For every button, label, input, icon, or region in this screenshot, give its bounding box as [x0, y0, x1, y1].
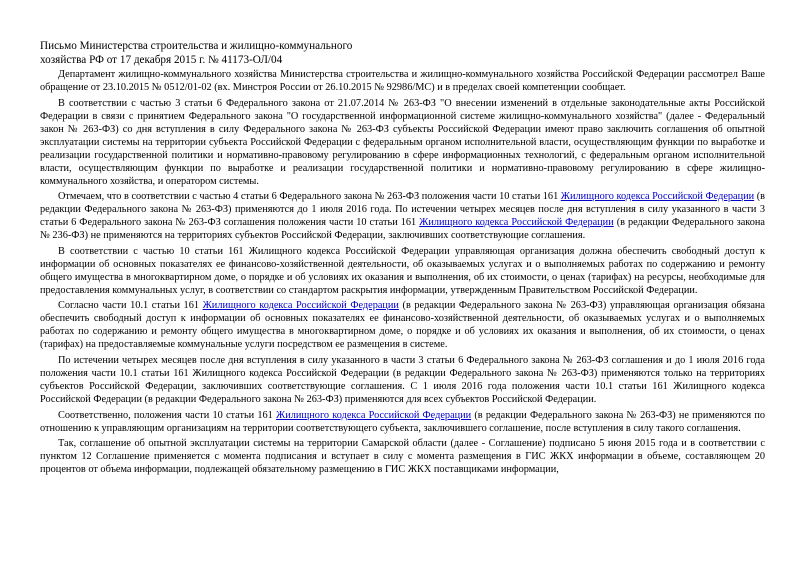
paragraph-2: В соответствии с частью 3 статьи 6 Федерального закона от 21.07.2014 № 263-ФЗ "О внесении изменений в отдельные законодательные акты Российской Федерации в связи с принятием Федерального закона "О государственной информационной системе жилищно-коммунального хозяйства" (далее - Федеральный закон № 263-ФЗ) со дня вступления в силу Федерального закона № 263-ФЗ субъекты Российской Федерации имеют право заключить соглашения об опытной эксплуатации системы на территории субъекта Российской Федерации с федеральным органом исполнительной власти, осуществляющим функции по выработке и реализации государственной политики и нормативно-правовому регулированию в сфере информационных технологий, с федеральным органом исполнительной власти, осуществляющим функции по выработке и реализации государственной политики и нормативно-правовому регулированию в сфере жилищно-коммунального хозяйства, и оператором системы.: [40, 97, 765, 187]
document-body: [40, 68, 765, 479]
paragraph-1: Департамент жилищно-коммунального хозяйства Министерства строительства и жилищно-коммунального хозяйства Российской Федерации рассмотрел Ваше обращение от 23.10.2015 № 0512/01-02 (вх. Минстроя России от 26.10.2015 № 92986/МС) и в пределах своей компетенции сообщает.: [40, 69, 765, 93]
paragraph-8: Так, соглашение об опытной эксплуатации системы на территории Самарской области (далее - Соглашение) подписано 5 июня 2015 года и в соответствии с пунктом 12 Соглашение применяется с момента подписания и вступает в силу с момента размещения в ГИС ЖКХ информации в объеме, составляющем 20 процентов от объема информации, подлежащей обязательному размещению в ГИС ЖКХ поставщиками информации,: [40, 438, 765, 476]
paragraph-3: Отмечаем, что в соответствии с частью 4 статьи 6 Федерального закона № 263-ФЗ положения части 10 статьи 161 Жилищного кодекса Российской Федерации (в редакции Федерального закона № 263-ФЗ) применяются до 1 июля 2016 года. По истечении четырех месяцев после дня вступления в силу указанного в части 3 статьи 6 Федерального закона № 263-ФЗ соглашения положения части 10 статьи 161 Жилищного кодекса Российской Федерации (в редакции Федерального закона № 236-ФЗ) не применяются на территориях субъектов Российской Федерации, заключивших соответствующие соглашения.: [40, 191, 766, 242]
housing-code-link[interactable]: Жилищного кодекса Российской Федерации: [202, 300, 399, 312]
paragraph-4: В соответствии с частью 10 статьи 161 Жилищного кодекса Российской Федерации управляющая организация должна обеспечить свободный доступ к информации об основных показателях ее финансово-хозяйственной деятельности, об оказываемых услугах и о выполняемых работах по содержанию и ремонту общего имущества в многоквартирном доме, о порядке и об условиях их оказания и выполнения, об их стоимости, о ценах (тарифах) на ресурсы, необходимые для предоставления коммунальных услуг, в соответствии со стандартом раскрытия информации, утвержденным Правительством Российской Федерации.: [40, 245, 765, 296]
housing-code-link[interactable]: Жилищного кодекса Российской Федерации: [275, 409, 472, 421]
paragraph-7: Соответственно, положения части 10 статьи 161 Жилищного кодекса Российской Федерации (в редакции Федерального закона № 263-ФЗ) не применяются по отношению к управляющим организациям на территории соответствующего субъекта, заключившего соглашение, после вступления в силу такого соглашения.: [40, 409, 765, 434]
title-line-2: хозяйства РФ от 17 декабря 2015 г. № 41173-ОЛ/04: [40, 54, 283, 66]
housing-code-link[interactable]: Жилищного кодекса Российской Федерации: [419, 217, 614, 229]
housing-code-link[interactable]: Жилищного кодекса Российской Федерации: [560, 191, 755, 203]
paragraph-6: По истечении четырех месяцев после дня вступления в силу указанного в части 3 статьи 6 Федерального закона № 263-ФЗ соглашения и до 1 июля 2016 года положения части 10.1 статьи 161 Жилищного кодекса Российской Федерации (в редакции Федерального закона № 263-ФЗ) применяются только на территориях субъектов Российской Федерации, заключивших соответствующие соглашения. С 1 июля 2016 года положения части 10.1 статьи 161 Жилищного кодекса Российской Федерации (в редакции Федерального закона № 263-ФЗ) применяются для всех субъектов Российской Федерации.: [40, 354, 765, 405]
document-title: [40, 39, 540, 67]
paragraph-5: Согласно части 10.1 статьи 161 Жилищного кодекса Российской Федерации (в редакции Федерального закона № 263-ФЗ) управляющая организация обязана обеспечить свободный доступ к информации об основных показателях ее финансово-хозяйственной деятельности, об оказываемых услугах и о выполняемых работах по содержанию и ремонту общего имущества в многоквартирном доме, о порядке и об условиях их оказания и выполнения, об их стоимости, о ценах (тарифах) на предоставляемые коммунальные услуги посредством ее размещения в системе.: [40, 300, 765, 351]
title-line-1: Письмо Министерства строительства и жилищно-коммунального: [40, 40, 353, 52]
